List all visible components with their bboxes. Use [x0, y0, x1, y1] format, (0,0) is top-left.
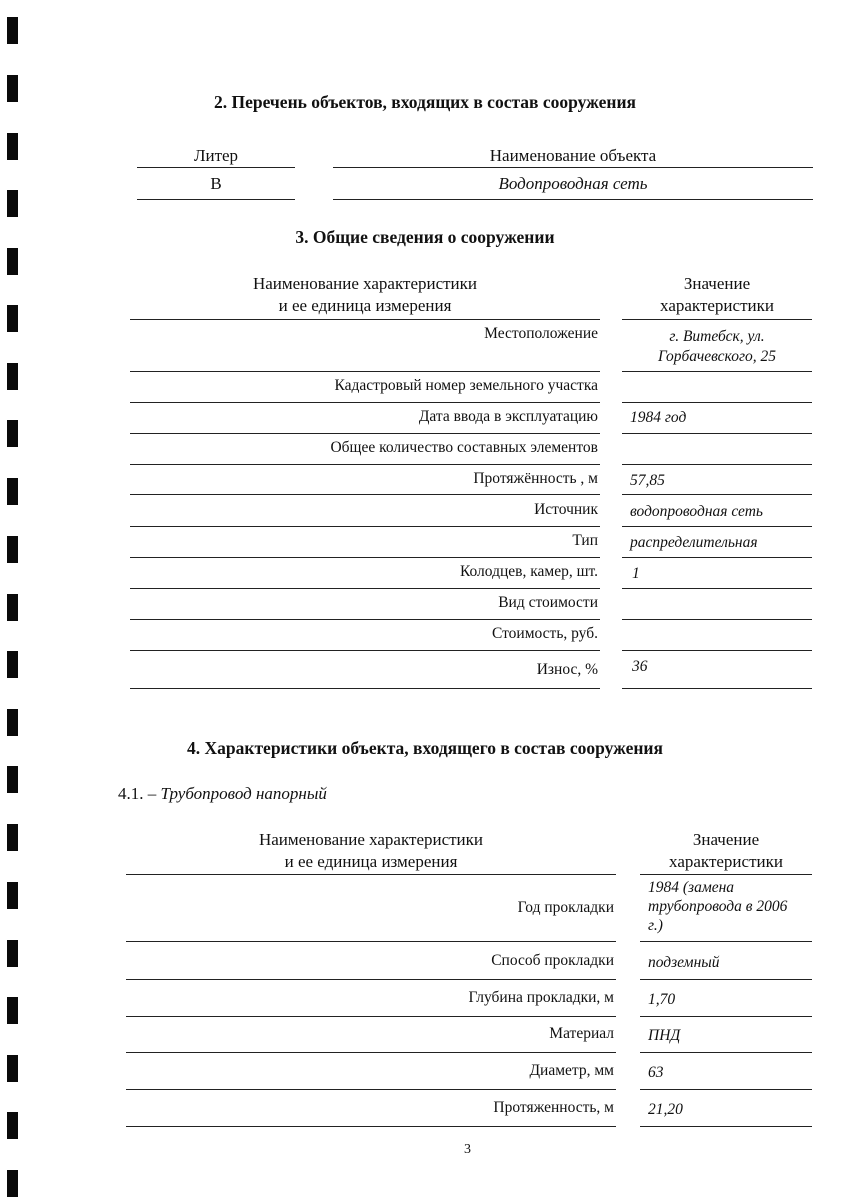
divider: [640, 941, 812, 942]
binder-hole: [7, 536, 18, 563]
row-value-location: [622, 327, 812, 367]
section-2-title: 2. Перечень объектов, входящих в состав сооружения: [213, 92, 637, 112]
binder-hole: [7, 133, 18, 160]
section-4-title: 4. Характеристики объекта, входящего в состав сооружения: [187, 738, 663, 758]
binder-hole: [7, 1112, 18, 1139]
divider: [622, 526, 812, 527]
row-value-source: водопроводная сеть: [630, 503, 763, 520]
binder-hole: [7, 882, 18, 909]
row-value-laying-method: подземный: [648, 954, 720, 971]
divider: [622, 588, 812, 589]
header-line: Наименование характеристики: [258, 830, 484, 849]
row-label-location: Местоположение: [484, 325, 598, 342]
subsection-number: 4.1. –: [118, 784, 161, 803]
divider: [640, 1126, 812, 1127]
row-label-cost: Стоимость, руб.: [491, 625, 598, 642]
divider: [130, 619, 600, 620]
row-value-material: ПНД: [648, 1027, 681, 1044]
row-label-type: Тип: [572, 532, 598, 549]
divider: [640, 1016, 812, 1017]
binder-hole: [7, 248, 18, 275]
divider: [622, 494, 812, 495]
divider: [130, 402, 600, 403]
row-value-wells-count: 1: [632, 565, 640, 582]
binder-hole: [7, 305, 18, 332]
object-name-value: Водопроводная сеть: [498, 174, 648, 193]
value-line: 1984 (замена: [648, 879, 735, 896]
row-label-laying-depth: Глубина прокладки, м: [468, 989, 614, 1006]
header-line: Значение: [683, 274, 751, 293]
row-value-length: 21,20: [648, 1101, 683, 1118]
header-line: и ее единица измерения: [278, 296, 452, 315]
row-value-commission-date: 1984 год: [630, 409, 687, 426]
binder-hole: [7, 766, 18, 793]
row-label-material: Материал: [549, 1025, 614, 1042]
row-value-laying-year: [648, 878, 818, 935]
row-label-laying-year: Год прокладки: [517, 899, 614, 916]
binder-hole: [7, 997, 18, 1024]
row-label-cadastral-number: Кадастровый номер земельного участка: [334, 377, 598, 394]
divider: [130, 371, 600, 372]
row-label-laying-method: Способ прокладки: [491, 952, 614, 969]
header-line: характеристики: [669, 852, 783, 871]
header-line: характеристики: [660, 296, 774, 315]
divider: [333, 167, 813, 168]
divider: [130, 650, 600, 651]
column-header-value: [622, 273, 812, 317]
binder-hole: [7, 940, 18, 967]
divider: [622, 371, 812, 372]
divider: [130, 526, 600, 527]
row-label-cost-type: Вид стоимости: [498, 594, 598, 611]
value-line: трубопровода в 2006: [648, 898, 788, 915]
column-header-characteristic: [126, 829, 616, 873]
header-line: и ее единица измерения: [284, 852, 458, 871]
divider: [622, 688, 812, 689]
row-label-source: Источник: [534, 501, 598, 518]
column-header-object-name: Наименование объекта: [489, 146, 657, 165]
subsection-name: Трубопровод напорный: [160, 784, 327, 803]
binder-hole: [7, 651, 18, 678]
divider: [640, 1052, 812, 1053]
divider: [622, 557, 812, 558]
row-value-length: 57,85: [630, 472, 665, 489]
divider: [137, 167, 295, 168]
row-value-diameter: 63: [648, 1064, 664, 1081]
row-value-type: распределительная: [630, 534, 758, 551]
divider: [137, 199, 295, 200]
divider: [622, 433, 812, 434]
divider: [130, 319, 600, 320]
page-number: 3: [464, 1142, 471, 1157]
row-label-wells-count: Колодцев, камер, шт.: [459, 563, 598, 580]
row-value-laying-depth: 1,70: [648, 991, 676, 1008]
divider: [130, 433, 600, 434]
row-value-wear: 36: [632, 658, 648, 675]
header-line: Наименование характеристики: [252, 274, 478, 293]
value-line: Горбачевского, 25: [658, 348, 776, 365]
row-label-length: Протяжённость , м: [473, 470, 598, 487]
row-label-element-count: Общее количество составных элементов: [330, 439, 598, 456]
divider: [622, 464, 812, 465]
binder-hole: [7, 190, 18, 217]
binder-hole: [7, 17, 18, 44]
section-3-title: 3. Общие сведения о сооружении: [295, 227, 555, 247]
divider: [126, 941, 616, 942]
divider: [640, 874, 812, 875]
binder-hole: [7, 824, 18, 851]
divider: [126, 1052, 616, 1053]
divider: [126, 874, 616, 875]
column-header-liter: Литер: [193, 146, 239, 165]
divider: [130, 464, 600, 465]
divider: [130, 588, 600, 589]
column-header-value: [640, 829, 812, 873]
binder-hole: [7, 363, 18, 390]
divider: [130, 688, 600, 689]
divider: [126, 1126, 616, 1127]
divider: [126, 1089, 616, 1090]
divider: [622, 619, 812, 620]
binder-hole: [7, 594, 18, 621]
binder-hole: [7, 1170, 18, 1197]
divider: [622, 402, 812, 403]
binder-hole: [7, 420, 18, 447]
column-header-characteristic: [130, 273, 600, 317]
row-label-commission-date: Дата ввода в эксплуатацию: [418, 408, 598, 425]
divider: [333, 199, 813, 200]
divider: [130, 557, 600, 558]
subsection-heading: [118, 784, 327, 804]
row-label-length: Протяженность, м: [493, 1099, 614, 1116]
row-label-wear: Износ, %: [536, 661, 598, 678]
binder-hole: [7, 478, 18, 505]
divider: [640, 979, 812, 980]
divider: [622, 319, 812, 320]
divider: [126, 1016, 616, 1017]
header-line: Значение: [692, 830, 760, 849]
divider: [622, 650, 812, 651]
binder-hole: [7, 709, 18, 736]
divider: [130, 494, 600, 495]
binder-hole: [7, 1055, 18, 1082]
value-line: г. Витебск, ул.: [669, 328, 765, 345]
divider: [640, 1089, 812, 1090]
row-label-diameter: Диаметр, мм: [529, 1062, 614, 1079]
value-line: г.): [648, 917, 663, 934]
liter-value: В: [210, 174, 222, 193]
divider: [126, 979, 616, 980]
